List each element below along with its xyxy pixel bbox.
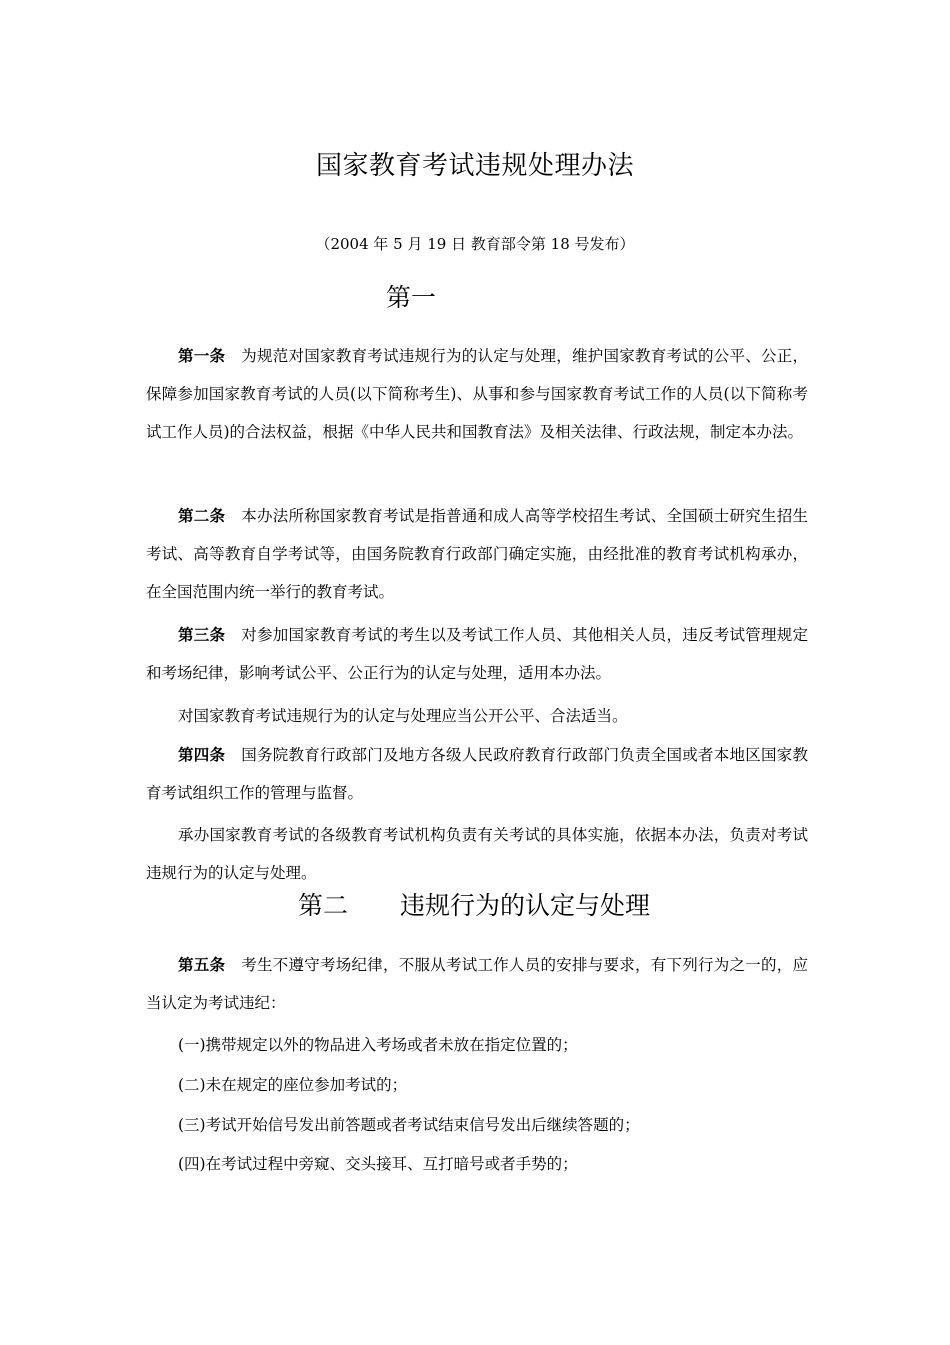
chapter-2-number: 第二 (298, 891, 349, 920)
document-subtitle: （2004 年 5 月 19 日 教育部令第 18 号发布） (315, 235, 635, 253)
article-3 (146, 616, 808, 692)
list-item-text: (三)考试开始信号发出前答题或者考试结束信号发出后继续答题的； (178, 1116, 640, 1134)
chapter-1-heading: 第一 (386, 283, 437, 312)
article-label: 第四条 (178, 745, 226, 764)
list-item (146, 1026, 808, 1064)
article-text: 国务院教育行政部门及地方各级人民政府教育行政部门负责全国或者本地区国家教育考试组织工作的管理与监督。 (146, 746, 808, 802)
paragraph-text: 对国家教育考试违规行为的认定与处理应当公开公平、合法适当。 (178, 707, 628, 725)
paragraph (146, 816, 808, 892)
list-item (146, 1106, 808, 1144)
document-title: 国家教育考试违规处理办法 (315, 151, 634, 181)
article-2 (146, 497, 808, 611)
article-1 (146, 337, 808, 451)
article-5 (146, 946, 808, 1022)
article-4 (146, 736, 808, 812)
list-item (146, 1066, 808, 1104)
article-label: 第五条 (178, 955, 226, 974)
paragraph-text: 承办国家教育考试的各级教育考试机构负责有关考试的具体实施，依据本办法，负责对考试违规行为的认定与处理。 (146, 826, 808, 882)
article-text: 本办法所称国家教育考试是指普通和成人高等学校招生考试、全国硕士研究生招生考试、高等教育自学考试等，由国务院教育行政部门确定实施，由经批准的教育考试机构承办，在全国范围内统一举行的教育考试。 (146, 507, 808, 601)
list-item-text: (四)在考试过程中旁窥、交头接耳、互打暗号或者手势的； (178, 1155, 578, 1173)
list-item-text: (二)未在规定的座位参加考试的； (178, 1076, 408, 1094)
article-label: 第一条 (178, 346, 226, 365)
paragraph (146, 697, 808, 735)
chapter-2-title: 违规行为的认定与处理 (400, 891, 651, 920)
article-text: 对参加国家教育考试的考生以及考试工作人员、其他相关人员，违反考试管理规定和考场纪律，影响考试公平、公正行为的认定与处理，适用本办法。 (146, 626, 808, 682)
article-text: 为规范对国家教育考试违规行为的认定与处理，维护国家教育考试的公平、公正，保障参加国家教育考试的人员(以下简称考生)、从事和参与国家教育考试工作的人员(以下简称考试工作人员)的合法权益，根据《中华人民共和国教育法》及相关法律、行政法规，制定本办法。 (146, 347, 808, 441)
list-item-text: (一)携带规定以外的物品进入考场或者未放在指定位置的； (178, 1036, 578, 1054)
list-item (146, 1145, 808, 1183)
article-label: 第二条 (178, 506, 226, 525)
article-text: 考生不遵守考场纪律，不服从考试工作人员的安排与要求，有下列行为之一的，应当认定为考试违纪： (146, 956, 808, 1012)
article-label: 第三条 (178, 625, 226, 644)
